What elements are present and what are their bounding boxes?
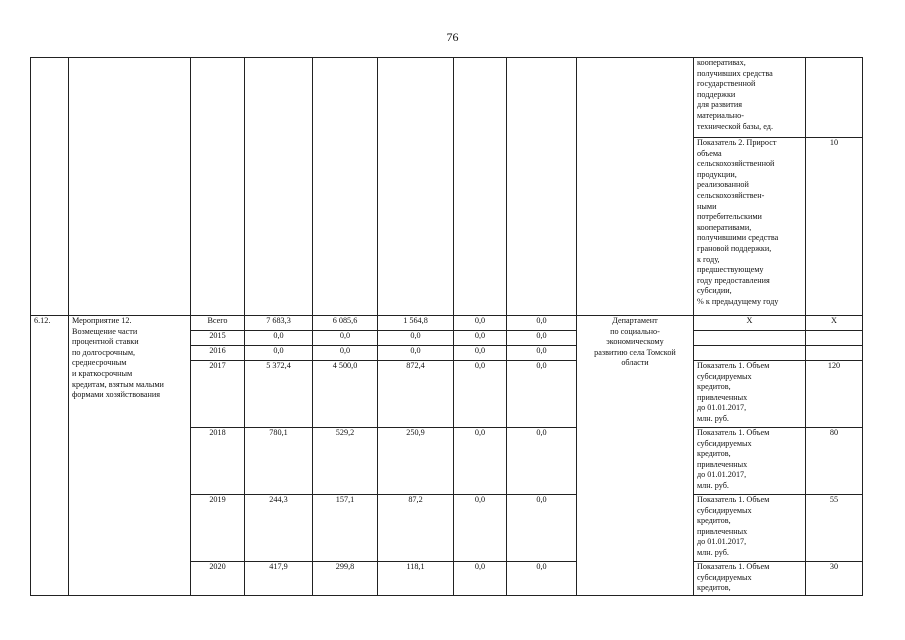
indicator-value-cell [806, 346, 863, 361]
loc-cell: 0,0 [454, 331, 507, 346]
indicator-cell [694, 346, 806, 361]
reg-cell: 87,2 [378, 495, 454, 562]
fed-cell: 0,0 [313, 346, 378, 361]
indicator-value-cell: X [806, 316, 863, 331]
reg-cell: 872,4 [378, 361, 454, 428]
other-cell: 0,0 [507, 361, 577, 428]
indicator-value-cell: 10 [806, 138, 863, 316]
loc-cell: 0,0 [454, 316, 507, 331]
total-cell: 780,1 [245, 428, 313, 495]
year-cell: Всего [191, 316, 245, 331]
loc-cell: 0,0 [454, 495, 507, 562]
indicator-cell: Показатель 2. Прирост объема сельскохозяйственной продукции, реализованной сельскохозяйствен- ными потребительскими кооперативами, получившими средства грановой поддержки, к году, предшествующему году предоставления субсидии, % к предыдущему году [694, 138, 806, 316]
reg-cell: 250,9 [378, 428, 454, 495]
name-cell-empty [69, 58, 191, 316]
other-cell: 0,0 [507, 346, 577, 361]
fed-cell: 299,8 [313, 562, 378, 596]
continuation-row [31, 58, 863, 138]
indicator-value-cell [806, 58, 863, 138]
fed-cell: 529,2 [313, 428, 378, 495]
indicator-cell: X [694, 316, 806, 331]
measure-name: Мероприятие 12. Возмещение части процентной ставки по долгосрочным, среднесрочным и краткосрочным кредитам, взятым малыми формами хозяйствования [69, 316, 191, 596]
indicator-value-cell: 30 [806, 562, 863, 596]
loc-cell: 0,0 [454, 346, 507, 361]
loc-cell: 0,0 [454, 428, 507, 495]
reg-cell: 0,0 [378, 346, 454, 361]
other-cell: 0,0 [507, 495, 577, 562]
other-cell-empty [507, 58, 577, 316]
executor-cell: Департамент по социально- экономическому развитию села Томской области [577, 316, 694, 596]
total-cell: 0,0 [245, 331, 313, 346]
indicator-value-cell: 120 [806, 361, 863, 428]
loc-cell-empty [454, 58, 507, 316]
table-row [31, 316, 863, 331]
indicator-value-cell: 80 [806, 428, 863, 495]
reg-cell: 118,1 [378, 562, 454, 596]
fed-cell: 0,0 [313, 331, 378, 346]
fed-cell: 4 500,0 [313, 361, 378, 428]
other-cell: 0,0 [507, 562, 577, 596]
total-cell: 5 372,4 [245, 361, 313, 428]
total-cell: 244,3 [245, 495, 313, 562]
page-number: 76 [446, 30, 459, 44]
indicator-cell: кооперативах, получивших средства государственной поддержки для развития материально- технической базы, ед. [694, 58, 806, 138]
year-cell: 2020 [191, 562, 245, 596]
fed-cell: 6 085,6 [313, 316, 378, 331]
number-cell-empty [31, 58, 69, 316]
indicator-cell: Показатель 1. Объем субсидируемых кредитов, [694, 562, 806, 596]
reg-cell-empty [378, 58, 454, 316]
loc-cell: 0,0 [454, 562, 507, 596]
executor-cell-empty [577, 58, 694, 316]
indicator-value-cell: 55 [806, 495, 863, 562]
other-cell: 0,0 [507, 316, 577, 331]
indicator-cell: Показатель 1. Объем субсидируемых кредитов, привлеченных до 01.01.2017, млн. руб. [694, 495, 806, 562]
total-cell-empty [245, 58, 313, 316]
year-cell: 2019 [191, 495, 245, 562]
fed-cell: 157,1 [313, 495, 378, 562]
year-cell: 2015 [191, 331, 245, 346]
loc-cell: 0,0 [454, 361, 507, 428]
other-cell: 0,0 [507, 428, 577, 495]
indicator-value-cell [806, 331, 863, 346]
year-cell: 2016 [191, 346, 245, 361]
year-cell-empty [191, 58, 245, 316]
reg-cell: 1 564,8 [378, 316, 454, 331]
year-cell: 2018 [191, 428, 245, 495]
total-cell: 0,0 [245, 346, 313, 361]
program-table [30, 57, 863, 596]
indicator-cell: Показатель 1. Объем субсидируемых кредитов, привлеченных до 01.01.2017, млн. руб. [694, 361, 806, 428]
indicator-cell: Показатель 1. Объем субсидируемых кредитов, привлеченных до 01.01.2017, млн. руб. [694, 428, 806, 495]
other-cell: 0,0 [507, 331, 577, 346]
measure-number: 6.12. [31, 316, 69, 596]
fed-cell-empty [313, 58, 378, 316]
total-cell: 417,9 [245, 562, 313, 596]
indicator-cell [694, 331, 806, 346]
total-cell: 7 683,3 [245, 316, 313, 331]
year-cell: 2017 [191, 361, 245, 428]
reg-cell: 0,0 [378, 331, 454, 346]
